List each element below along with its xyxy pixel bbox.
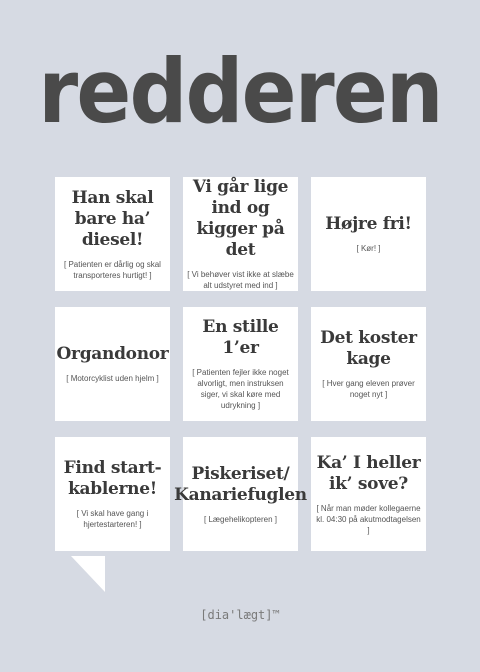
card-organdonor [55, 307, 170, 421]
card-title: Han skal bare ha’ diesel! [71, 187, 154, 250]
card-description: [ Patienten fejler ikke noget alvorligt, men instruksen siger, vi skal køre med udrykning ] [192, 368, 289, 410]
card-diesel [55, 177, 170, 291]
card-piskeriset [174, 437, 307, 551]
card-title: Organdonor [56, 344, 169, 364]
card-description: [ Lægehelikopteren ] [204, 514, 277, 524]
card-title: Find start-kablerne! [63, 458, 162, 499]
card-description: [ Hver gang eleven prøver noget nyt ] [322, 379, 415, 399]
card-description: [ Patienten er dårlig og skal transporteres hurtigt! ] [64, 259, 161, 280]
card-description: [ Motorcyklist uden hjelm ] [66, 374, 159, 383]
card-stille-1er [183, 307, 298, 421]
card-description: [ Vi behøver vist ikke at slæbe alt udstyret med ind ] [187, 270, 294, 290]
card-description: [ Når man møder kollegaerne kl. 04:30 på akutmodtagelsen ] [316, 503, 421, 535]
card-title: Piskeriset/ Kanariefuglen [174, 463, 307, 505]
card-sove [311, 437, 426, 551]
card-startkabler [55, 437, 170, 551]
dialaegt-logo: [dia'lægt]™ [200, 608, 280, 622]
card-koster-kage [311, 307, 426, 421]
card-hojre-fri [311, 177, 426, 291]
poster-title: redderen [38, 40, 442, 143]
card-grid [55, 177, 426, 551]
card-description: [ Vi skal have gang i hjertestarteren! ] [76, 509, 149, 529]
speech-bubble-tail [55, 556, 105, 592]
card-title: Vi går lige ind og kigger på det [192, 177, 289, 260]
card-title: En stille 1’er [202, 317, 279, 358]
card-kigger [183, 177, 298, 291]
card-description: [ Kør! ] [356, 244, 381, 253]
card-title: Det koster kage [320, 328, 417, 369]
card-title: Højre fri! [325, 214, 412, 234]
card-title: Ka’ I heller ik’ sove? [316, 452, 421, 494]
